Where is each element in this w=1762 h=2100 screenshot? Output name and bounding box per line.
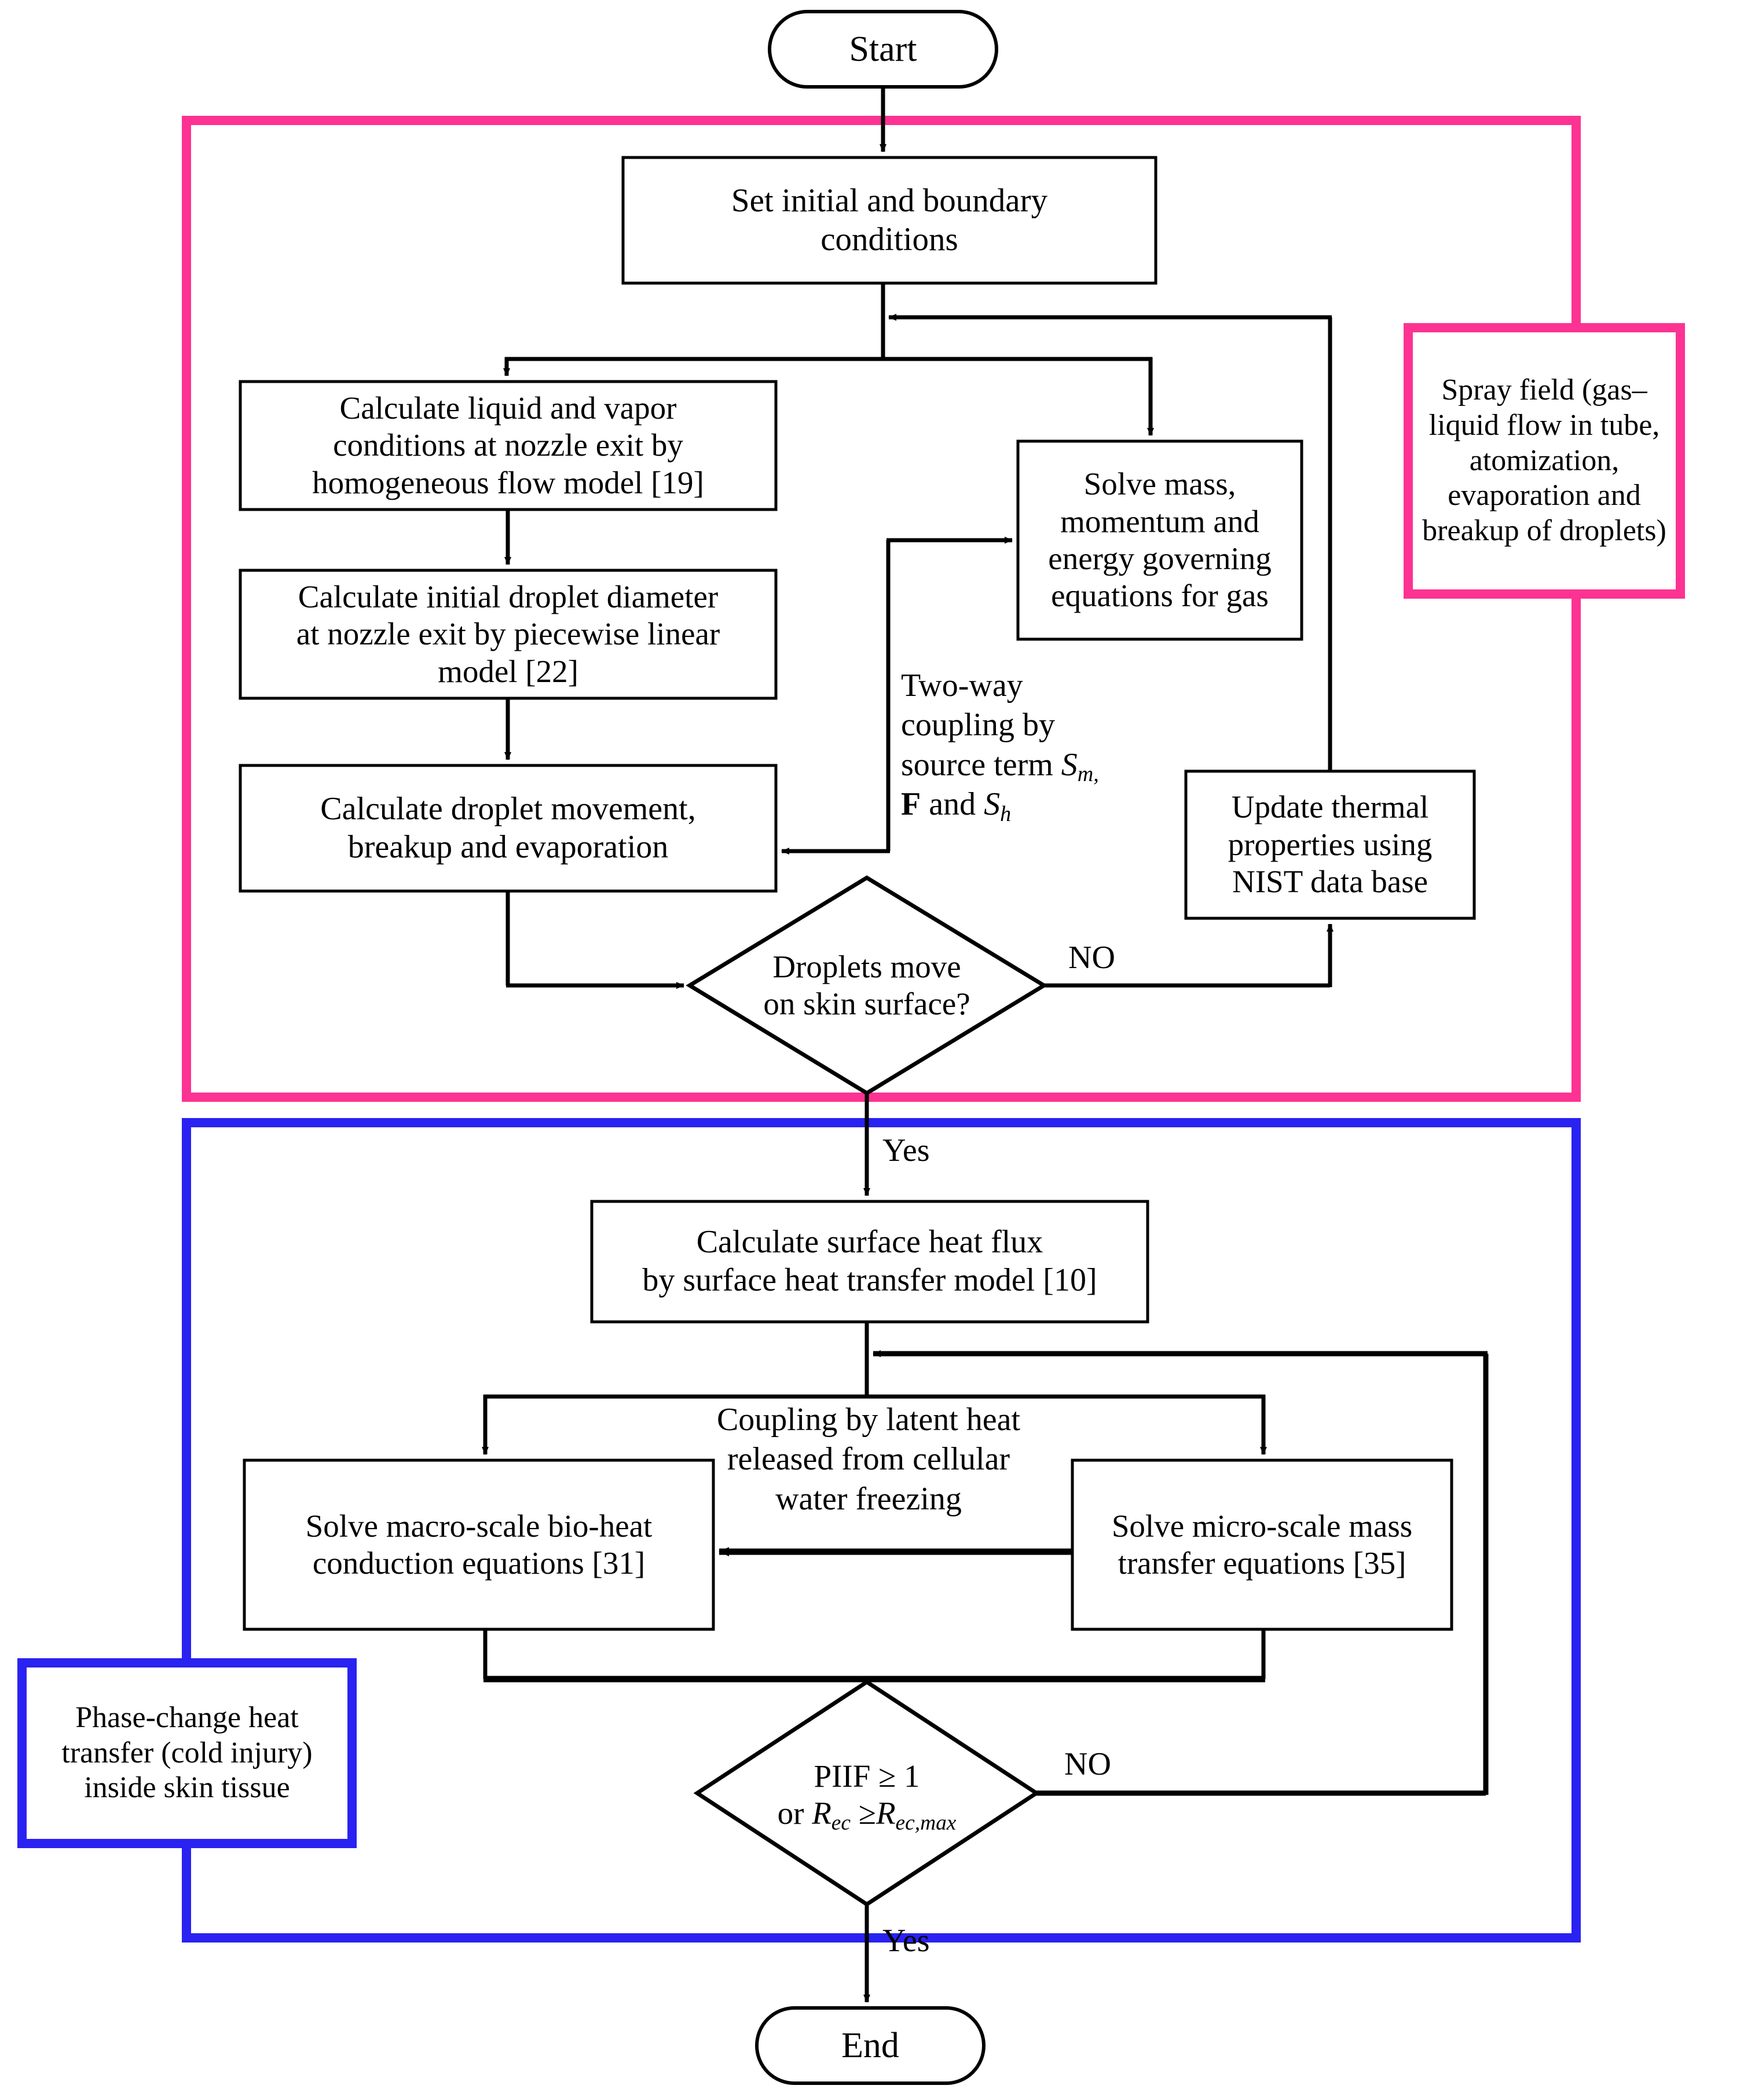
droplets-yes-label: Yes (882, 1133, 930, 1168)
nozzle-conditions-line-3: homogeneous flow model [19] (312, 464, 704, 500)
update-properties-line-2: properties using (1228, 826, 1433, 862)
end-terminator (757, 2008, 984, 2083)
latent-line-3: water freezing (775, 1480, 962, 1517)
latent-heat-coupling-annotation (698, 1400, 1039, 1519)
two-way-line-3 (901, 745, 1150, 785)
droplet-diameter-box (240, 570, 776, 698)
surface-heat-flux-line-2: by surface heat transfer model [10] (642, 1262, 1097, 1298)
tissue-legend-box (22, 1663, 352, 1844)
spray-legend-line-2: liquid flow in tube, (1428, 408, 1660, 442)
tissue-legend-line-1: Phase-change heat (75, 1700, 299, 1734)
update-properties-line-1: Update thermal (1231, 789, 1429, 825)
update-properties-box (1186, 771, 1474, 918)
two-way-line-1: Two-way (901, 668, 1023, 703)
injury-r-ec: R (812, 1795, 831, 1831)
droplet-movement-box (240, 765, 776, 891)
two-way-source-term: source term (901, 746, 1061, 783)
two-way-and: and (921, 786, 984, 822)
macro-scale-line-1: Solve macro-scale bio-heat (305, 1508, 653, 1544)
injury-r-ec-max-sub: ec,max (895, 1811, 957, 1835)
two-way-s-sub: m, (1077, 762, 1099, 787)
gas-equations-line-3: energy governing (1048, 541, 1272, 576)
spray-legend-line-1: Spray field (gas– (1441, 373, 1647, 406)
two-way-s-sym: S (1061, 746, 1078, 783)
two-way-coupling-annotation (901, 666, 1150, 824)
injury-r-ec-max: R (875, 1795, 896, 1831)
nozzle-conditions-line-2: conditions at nozzle exit by (333, 427, 683, 463)
two-way-line-2: coupling by (901, 707, 1055, 743)
droplet-movement-line-2: breakup and evaporation (347, 829, 669, 865)
tissue-legend-line-2: transfer (cold injury) (61, 1736, 313, 1769)
droplet-movement-line-1: Calculate droplet movement, (320, 790, 696, 827)
injury-decision-diamond (697, 1682, 1036, 1904)
update-properties-line-3: NIST data base (1232, 864, 1428, 900)
droplets-decision-line-1: Droplets move (772, 948, 961, 984)
set-conditions-box (623, 157, 1156, 283)
gas-equations-line-1: Solve mass, (1083, 466, 1236, 502)
start-terminator (770, 12, 997, 87)
spray-legend-line-4: evaporation and (1448, 479, 1641, 512)
droplets-no-label: NO (1068, 940, 1115, 976)
set-conditions-line-2: conditions (820, 221, 958, 258)
nozzle-conditions-line-1: Calculate liquid and vapor (339, 390, 677, 426)
two-way-f-sym: F (901, 786, 921, 822)
micro-scale-line-1: Solve micro-scale mass (1111, 1508, 1413, 1544)
macro-scale-box (244, 1460, 713, 1629)
injury-or-prefix: or (777, 1795, 812, 1831)
end-label: End (841, 2025, 899, 2065)
spray-legend-line-3: atomization, (1469, 444, 1620, 477)
injury-decision-line-1: PIIF ≥ 1 (814, 1758, 920, 1794)
surface-heat-flux-line-1: Calculate surface heat flux (696, 1224, 1043, 1260)
latent-line-2: released from cellular (727, 1441, 1010, 1478)
spray-field-legend-box (1408, 328, 1680, 594)
droplet-diameter-line-1: Calculate initial droplet diameter (298, 578, 719, 614)
set-conditions-line-1: Set initial and boundary (731, 182, 1048, 219)
micro-scale-line-2: transfer equations [35] (1118, 1545, 1406, 1581)
two-way-sh-sym: S (984, 786, 1001, 822)
droplet-diameter-line-3: model [22] (438, 653, 578, 689)
injury-geq: ≥ (851, 1795, 876, 1831)
macro-scale-line-2: conduction equations [31] (312, 1545, 646, 1581)
gas-equations-line-4: equations for gas (1051, 578, 1269, 614)
injury-r-ec-sub: ec (831, 1811, 851, 1835)
nozzle-conditions-box (240, 382, 776, 510)
spray-legend-line-5: breakup of droplets) (1422, 514, 1666, 548)
micro-scale-box (1072, 1460, 1452, 1629)
injury-yes-label: Yes (882, 1923, 930, 1959)
surface-heat-flux-box (592, 1201, 1148, 1322)
droplets-decision-diamond (690, 878, 1044, 1093)
droplets-decision-line-2: on skin surface? (763, 986, 970, 1021)
latent-line-1: Coupling by latent heat (716, 1402, 1021, 1438)
two-way-line-4 (901, 785, 1150, 824)
start-label: Start (849, 29, 917, 69)
tissue-legend-line-3: inside skin tissue (84, 1771, 290, 1805)
injury-no-label: NO (1064, 1746, 1111, 1782)
two-way-sh-sub: h (1000, 801, 1012, 826)
gas-equations-box (1018, 441, 1302, 639)
gas-equations-line-2: momentum and (1060, 503, 1259, 539)
droplet-diameter-line-2: at nozzle exit by piecewise linear (296, 616, 720, 652)
